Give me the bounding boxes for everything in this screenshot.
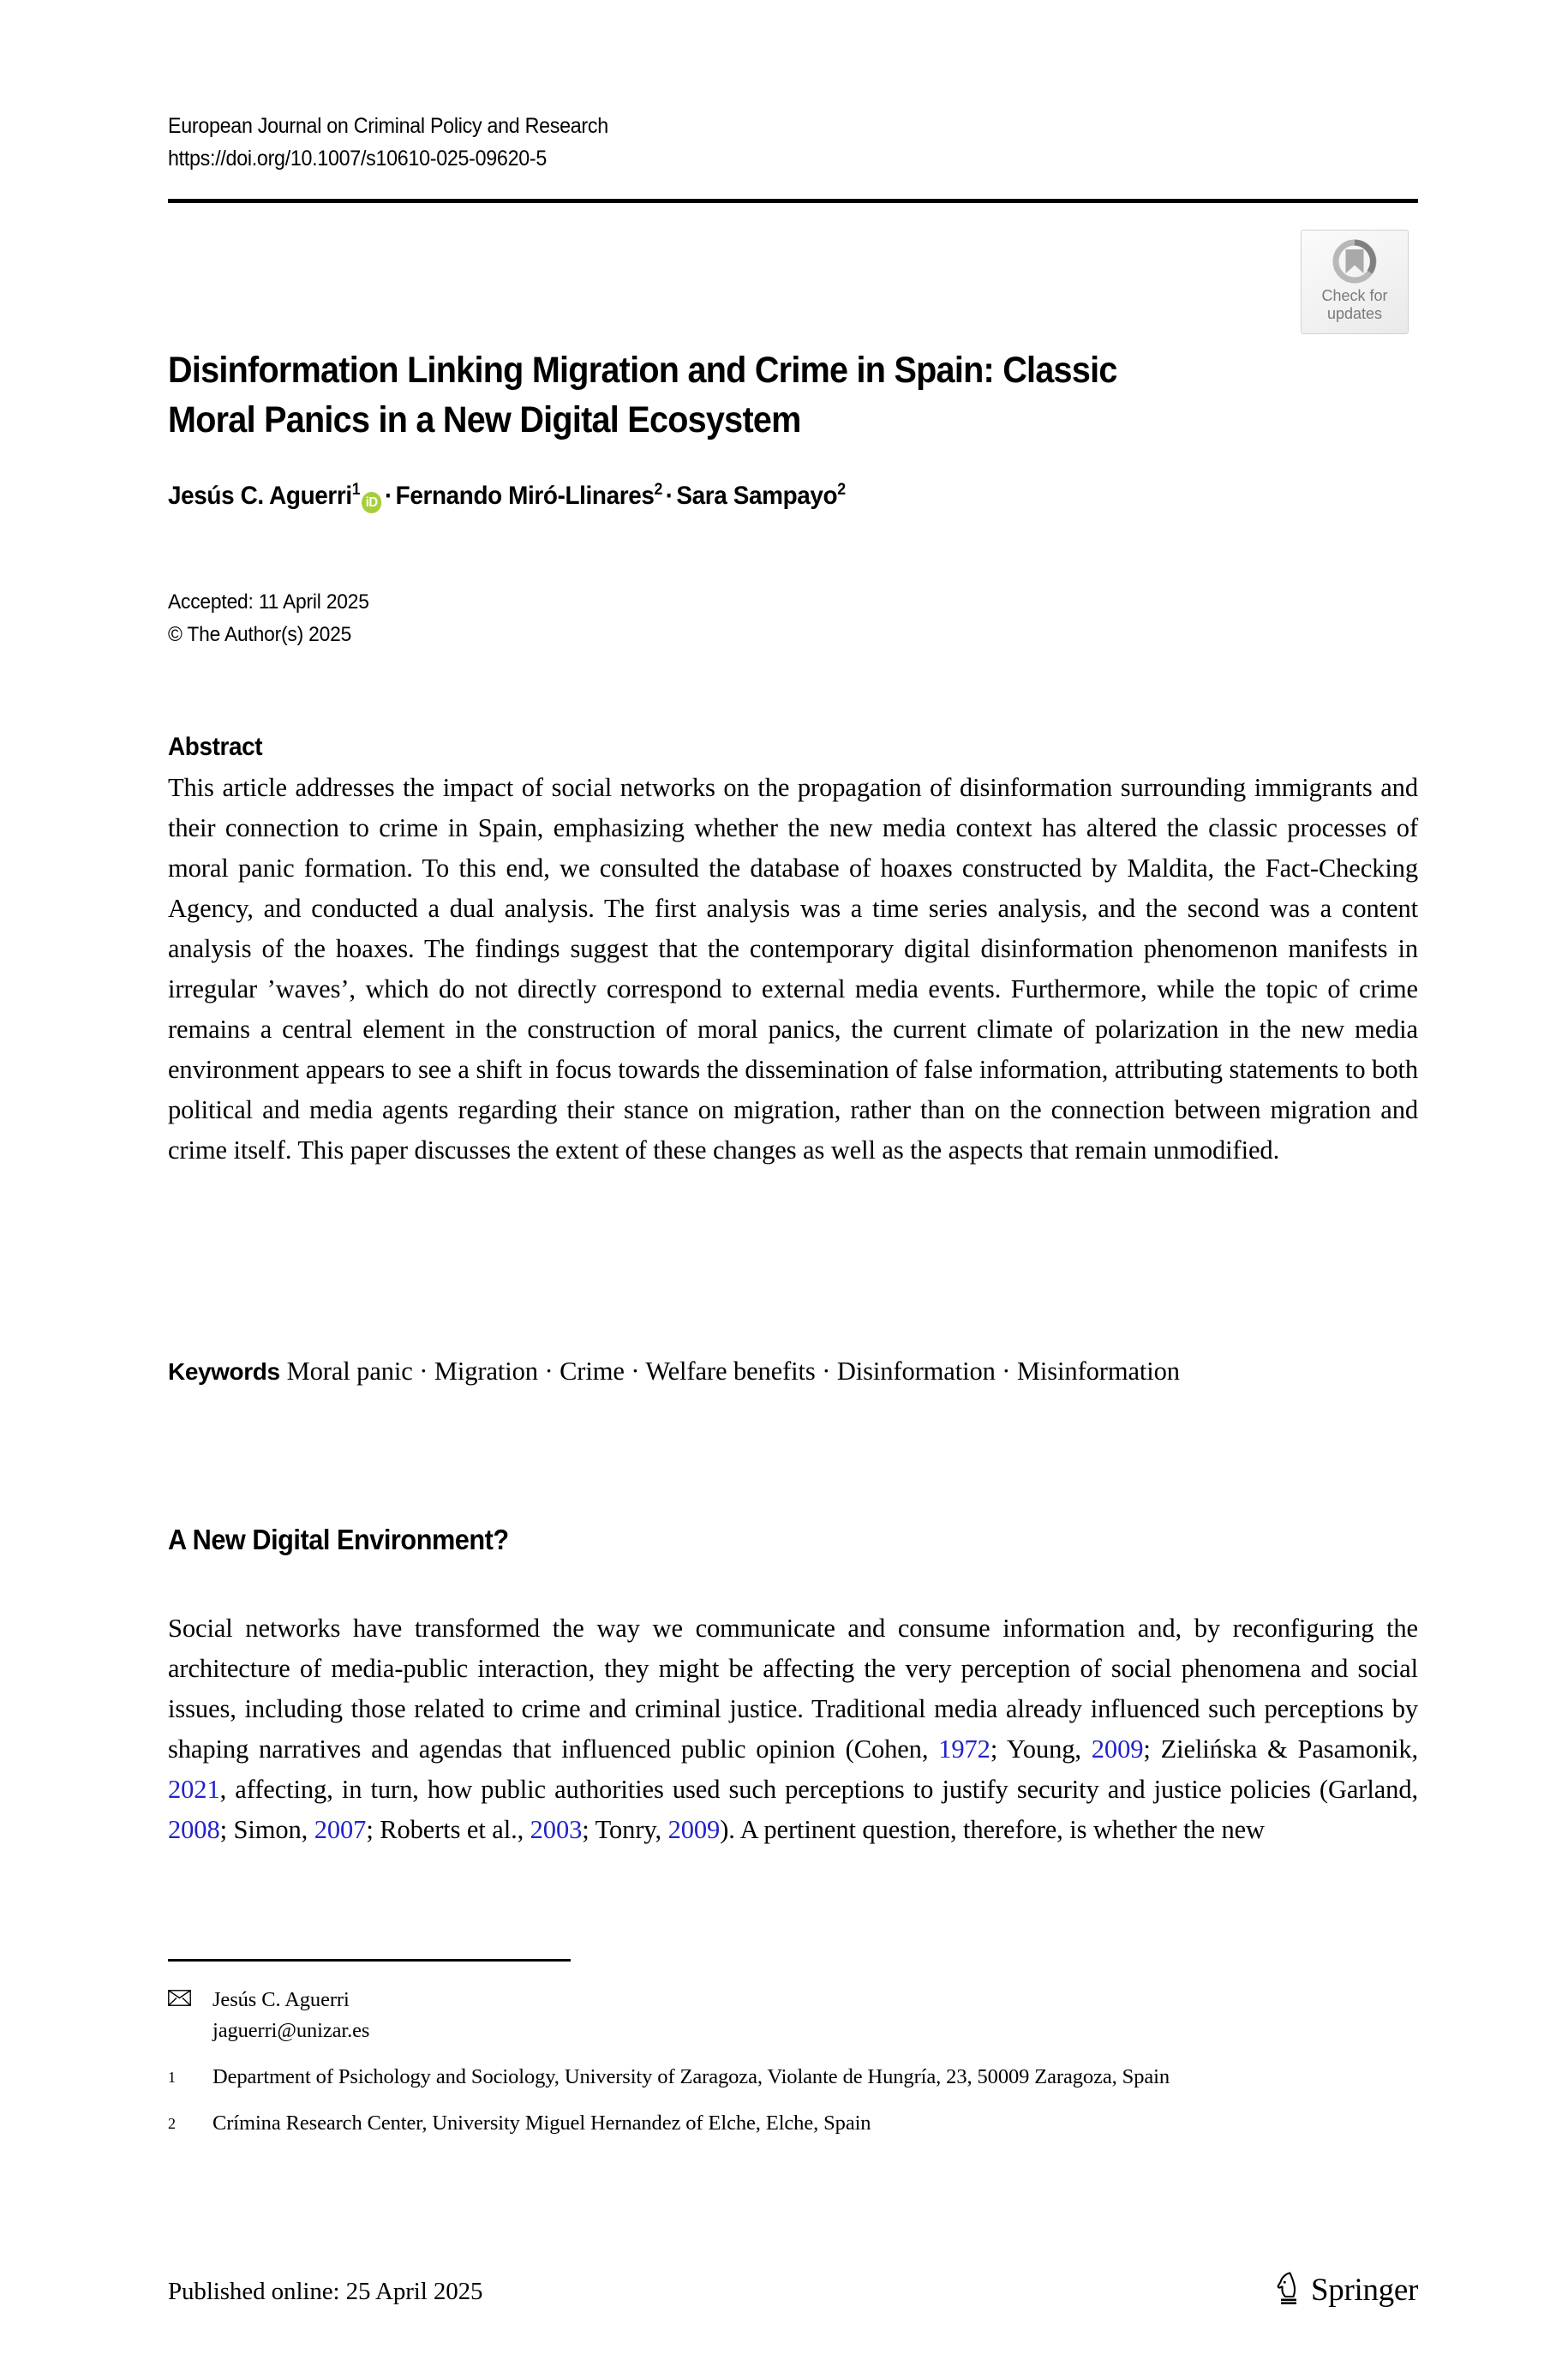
body-text: , affecting, in turn, how public authorities used such perceptions to justify security and justice policies (Garland, [219, 1775, 1418, 1804]
accepted-date: Accepted: 11 April 2025 [168, 590, 369, 614]
affiliation-marker: 1 [168, 2069, 176, 2086]
author-affiliation-marker: 2 [654, 481, 662, 499]
keyword-separator: · [412, 1357, 434, 1386]
body-text: ). A pertinent question, therefore, is whether the new [720, 1815, 1265, 1844]
keywords-values [287, 1357, 1180, 1386]
author-affiliation-marker: 1 [351, 481, 361, 499]
springer-wordmark: Springer [1310, 2273, 1418, 2308]
keyword-separator: · [624, 1357, 646, 1386]
author-list [168, 478, 1244, 514]
author-separator: · [385, 482, 392, 510]
crossmark-line-2: updates [1326, 305, 1383, 322]
copyright-line: © The Author(s) 2025 [168, 623, 352, 646]
citation-link[interactable]: 2008 [168, 1815, 220, 1844]
body-text: ; Simon, [219, 1815, 314, 1844]
citation-link[interactable]: 2009 [1091, 1734, 1144, 1764]
journal-doi[interactable]: https://doi.org/10.1007/s10610-025-09620-5 [168, 147, 548, 171]
corresponding-author-name: Jesús C. Aguerri [212, 1988, 350, 2011]
affiliation-text: Department of Psichology and Sociology, University of Zaragoza, Violante de Hungría, 23, 50009 Zaragoza, Spain [212, 2065, 1170, 2088]
title-line-2: Moral Panics in a New Digital Ecosystem [168, 398, 801, 440]
author-name[interactable]: Jesús C. Aguerri [168, 482, 352, 510]
citation-link[interactable]: 2007 [314, 1815, 367, 1844]
author-separator: · [665, 482, 673, 510]
publication-dates [168, 586, 369, 651]
keyword-item: Crime [560, 1357, 625, 1386]
page-title [168, 345, 1232, 445]
title-line-1: Disinformation Linking Migration and Crime in Spain: Classic [168, 349, 1117, 391]
keywords-section [168, 1351, 1299, 1392]
journal-header [168, 110, 1124, 175]
keyword-item: Migration [434, 1357, 538, 1386]
header-divider [168, 199, 1418, 203]
keyword-item: Welfare benefits [645, 1357, 816, 1386]
abstract-text: This article addresses the impact of social networks on the propagation of disinformation surrounding immigrants and their connection to crime in Spain, emphasizing whether the new media context has altered the classic processes of moral panic formation. To this end, we consulted the database of hoaxes constructed by Maldita, the Fact-Checking Agency, and conducted a dual analysis. The first analysis was a time series analysis, and the second was a content analysis of the hoaxes. The findings suggest that the contemporary digital disinformation phenomenon manifests in irregular ’waves’, which do not directly correspond to external media events. Furthermore, while the topic of crime remains a central element in the construction of moral panics, the current climate of polarization in the new media environment appears to see a shift in focus towards the dissemination of false information, attributing statements to both political and media agents regarding their stance on migration, rather than on the connection between migration and crime itself. This paper discusses the extent of these changes as well as the aspects that remain unmodified. [168, 773, 1418, 1165]
citation-link[interactable]: 2003 [530, 1815, 583, 1844]
bookmark-circle-icon [1330, 237, 1379, 286]
orcid-icon[interactable]: iD [362, 492, 381, 513]
corresponding-author-email[interactable]: jaguerri@unizar.es [212, 2019, 370, 2042]
citation-link[interactable]: 2009 [667, 1815, 721, 1844]
author-name[interactable]: Fernando Miró-Llinares [395, 482, 655, 510]
affiliation-marker: 2 [168, 2115, 176, 2132]
author-affiliation-marker: 2 [837, 481, 846, 499]
check-for-updates-label [1321, 287, 1387, 323]
citation-link[interactable]: 1972 [938, 1734, 990, 1764]
check-for-updates-badge[interactable] [1301, 230, 1409, 334]
footnote-divider [168, 1959, 571, 1962]
keywords-label: Keywords [168, 1358, 280, 1385]
body-text: ; Zielińska & Pasamonik, [1143, 1734, 1418, 1764]
abstract-section [168, 730, 1418, 1171]
keyword-item: Disinformation [836, 1357, 996, 1386]
affiliation-row [168, 2062, 1385, 2093]
affiliation-text: Crímina Research Center, University Miguel Hernandez of Elche, Elche, Spain [212, 2111, 871, 2135]
springer-logo [1274, 2271, 1418, 2309]
keyword-item: Moral panic [286, 1357, 413, 1386]
journal-name: European Journal on Criminal Policy and Research [168, 114, 608, 138]
corresponding-author-body [212, 1985, 1385, 2046]
affiliation-row [168, 2108, 1385, 2139]
body-text: ; Roberts et al., [366, 1815, 530, 1844]
author-name[interactable]: Sara Sampayo [676, 482, 838, 510]
footnotes-section [168, 1985, 1385, 2154]
section-heading: A New Digital Environment? [168, 1524, 509, 1556]
body-text: ; Tonry, [582, 1815, 668, 1844]
body-text: ; Young, [990, 1734, 1092, 1764]
keyword-separator: · [815, 1357, 837, 1386]
springer-knight-logo [1274, 2271, 1303, 2309]
published-online-date: Published online: 25 April 2025 [168, 2278, 483, 2305]
citation-link[interactable]: 2021 [168, 1775, 220, 1804]
crossmark-line-1: Check for [1321, 287, 1388, 304]
body-text: Social networks have transformed the way we communicate and consume information and, by reconfiguring the architecture of media-public interaction, they might be affecting the very perception of social phenomena and social issues, including those related to crime and criminal justice. Traditional media already influenced such perceptions by shaping narratives and agendas that influenced public opinion (Cohen, [168, 1614, 1418, 1764]
keyword-separator: · [995, 1357, 1017, 1386]
keyword-separator: · [537, 1357, 560, 1386]
abstract-heading: Abstract [168, 733, 263, 761]
keyword-item: Misinformation [1016, 1357, 1180, 1386]
corresponding-author-row [168, 1985, 1385, 2046]
body-paragraph [168, 1608, 1418, 1850]
envelope-icon [168, 1985, 212, 2046]
